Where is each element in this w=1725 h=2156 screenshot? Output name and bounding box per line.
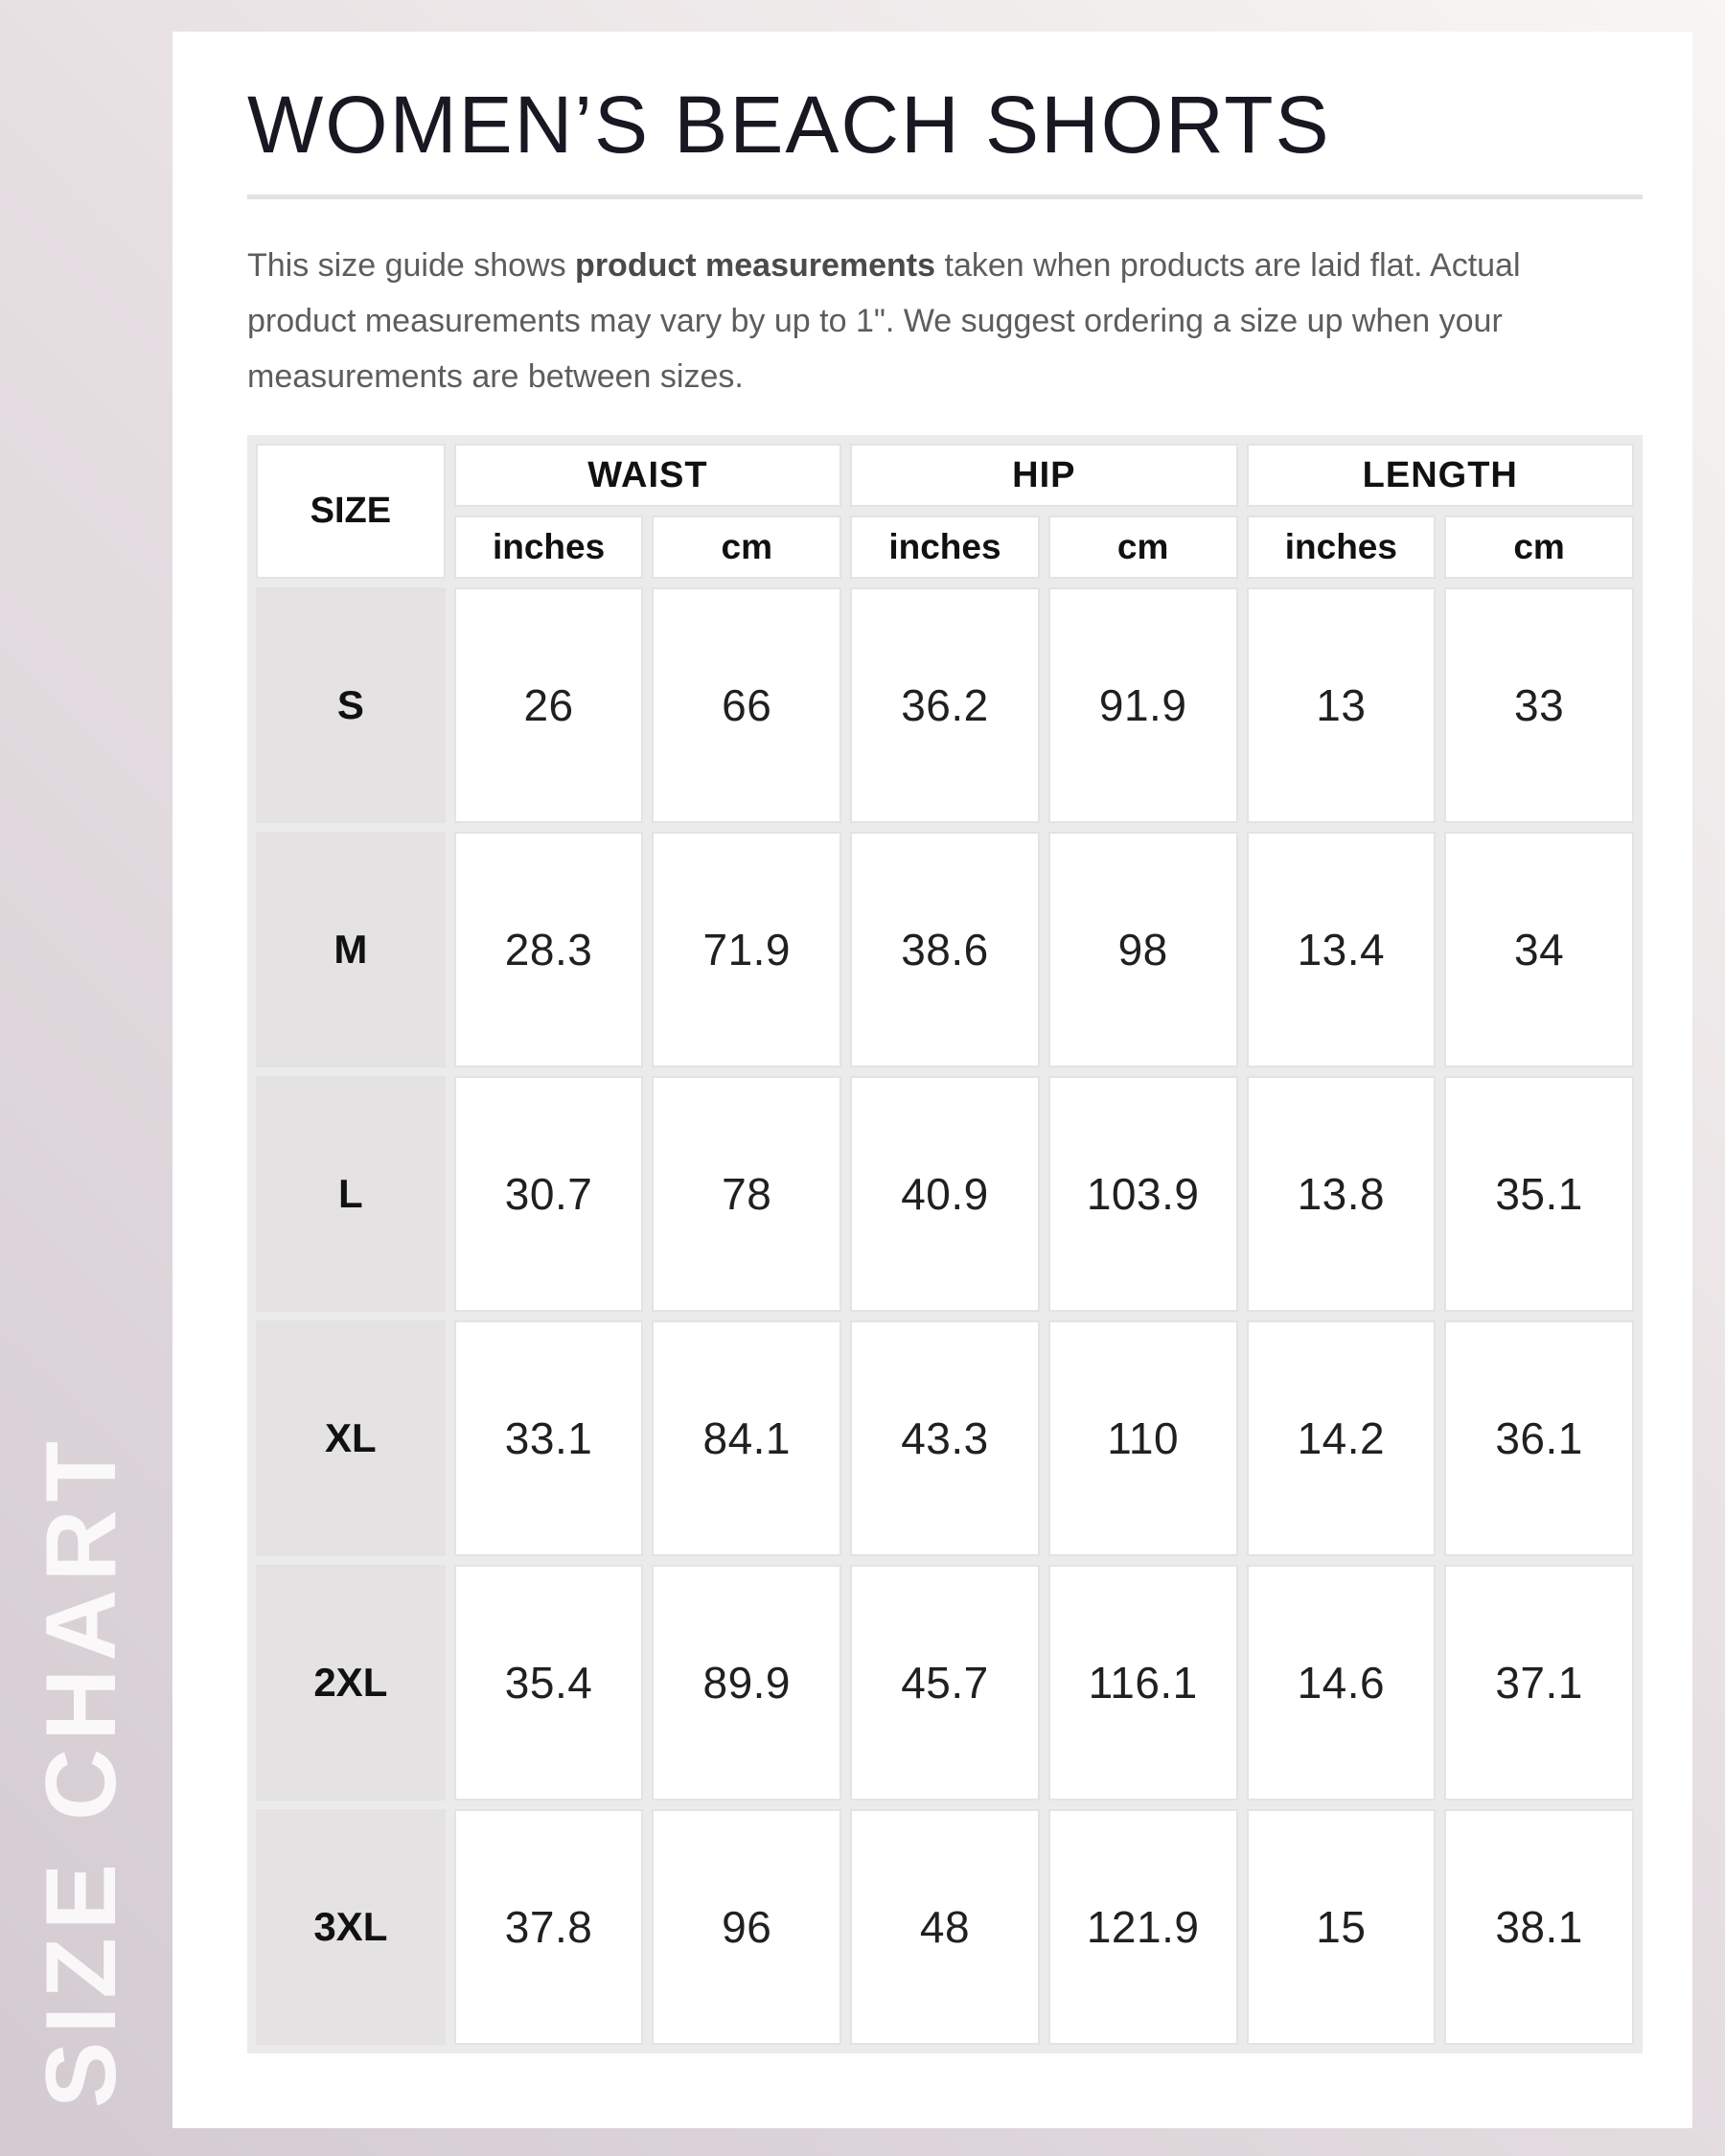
table-row-xl <box>256 1320 1634 1556</box>
measurement-value: 91.9 <box>1048 587 1238 823</box>
unit-header-waist-inches: inches <box>454 516 644 579</box>
measurement-value: 13 <box>1247 587 1437 823</box>
measurement-value: 36.2 <box>850 587 1040 823</box>
size-chart-table-body <box>256 587 1634 2045</box>
measurement-value: 40.9 <box>850 1076 1040 1312</box>
unit-header-hip-cm: cm <box>1048 516 1238 579</box>
size-row-label: 3XL <box>256 1809 446 2045</box>
measurement-value: 33 <box>1444 587 1634 823</box>
unit-header-length-cm: cm <box>1444 516 1634 579</box>
measurement-value: 43.3 <box>850 1320 1040 1556</box>
measurement-value: 37.8 <box>454 1809 644 2045</box>
measurement-value: 66 <box>652 587 841 823</box>
unit-header-waist-cm: cm <box>652 516 841 579</box>
size-guide-card <box>172 32 1692 2128</box>
measurement-value: 89.9 <box>652 1565 841 1800</box>
measurement-value: 98 <box>1048 832 1238 1067</box>
description-text-end: taken when products are laid flat. Actual product measurements may vary by up to 1". We suggest ordering a size up when your measurements are between sizes. <box>247 247 1521 396</box>
size-chart-table-header <box>256 444 1634 579</box>
measurement-value: 84.1 <box>652 1320 841 1556</box>
size-row-label: S <box>256 587 446 823</box>
measurement-value: 14.2 <box>1247 1320 1437 1556</box>
column-header-length: LENGTH <box>1247 444 1634 507</box>
column-header-waist: WAIST <box>454 444 841 507</box>
size-row-label: 2XL <box>256 1565 446 1800</box>
measurement-value: 15 <box>1247 1809 1437 2045</box>
table-row-m <box>256 832 1634 1067</box>
measurement-value: 96 <box>652 1809 841 2045</box>
measurement-value: 13.8 <box>1247 1076 1437 1312</box>
page-title: WOMEN’S BEACH SHORTS <box>247 80 1331 170</box>
measurement-value: 30.7 <box>454 1076 644 1312</box>
measurement-value: 13.4 <box>1247 832 1437 1067</box>
measurement-value: 33.1 <box>454 1320 644 1556</box>
description-text-start: This size guide shows <box>247 247 576 285</box>
measurement-value: 35.1 <box>1444 1076 1634 1312</box>
measurement-value: 14.6 <box>1247 1565 1437 1800</box>
unit-header-row <box>256 516 1634 579</box>
size-row-label: XL <box>256 1320 446 1556</box>
unit-header-hip-inches: inches <box>850 516 1040 579</box>
group-header-row <box>256 444 1634 507</box>
title-divider <box>247 195 1643 199</box>
table-row-3xl <box>256 1809 1634 2045</box>
measurement-value: 36.1 <box>1444 1320 1634 1556</box>
measurement-value: 37.1 <box>1444 1565 1634 1800</box>
size-row-label: L <box>256 1076 446 1312</box>
measurement-value: 26 <box>454 587 644 823</box>
measurement-value: 38.1 <box>1444 1809 1634 2045</box>
measurement-value: 45.7 <box>850 1565 1040 1800</box>
measurement-value: 38.6 <box>850 832 1040 1067</box>
measurement-value: 48 <box>850 1809 1040 2045</box>
measurement-value: 78 <box>652 1076 841 1312</box>
measurement-value: 71.9 <box>652 832 841 1067</box>
size-chart-table <box>247 435 1643 2053</box>
measurement-value: 116.1 <box>1048 1565 1238 1800</box>
measurement-value: 28.3 <box>454 832 644 1067</box>
table-row-l <box>256 1076 1634 1312</box>
column-header-hip: HIP <box>850 444 1237 507</box>
measurement-value: 110 <box>1048 1320 1238 1556</box>
table-row-s <box>256 587 1634 823</box>
vertical-size-chart-caption: SIZE CHART <box>26 1434 137 2108</box>
measurement-value: 35.4 <box>454 1565 644 1800</box>
measurement-value: 103.9 <box>1048 1076 1238 1312</box>
description-text-bold: product measurements <box>575 247 936 285</box>
size-row-label: M <box>256 832 446 1067</box>
measurement-value: 121.9 <box>1048 1809 1238 2045</box>
measurement-value: 34 <box>1444 832 1634 1067</box>
column-header-size: SIZE <box>256 444 446 579</box>
table-row-2xl <box>256 1565 1634 1800</box>
size-guide-description <box>247 238 1618 404</box>
unit-header-length-inches: inches <box>1247 516 1437 579</box>
